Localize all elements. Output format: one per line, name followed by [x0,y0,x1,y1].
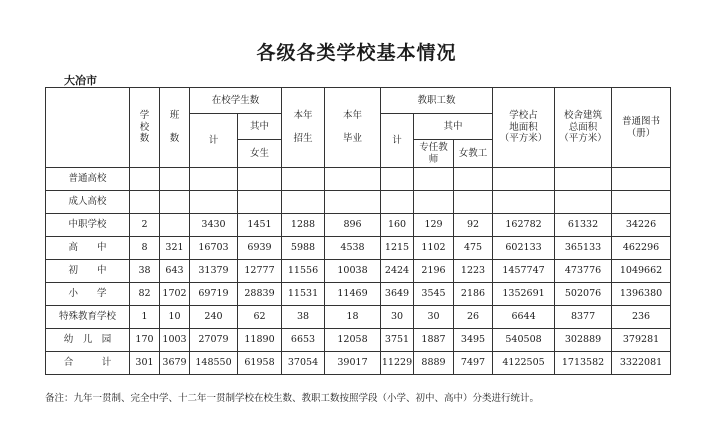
table-cell: 1215 [381,237,414,260]
table-cell: 2186 [454,283,493,306]
header-staff-of-which: 其中 [414,114,493,140]
table-cell [454,191,493,214]
table-cell: 301 [130,352,160,375]
table-row [46,306,671,329]
table-cell [190,191,238,214]
row-label: 初 中 [46,260,130,283]
table-cell: 6653 [282,329,325,352]
table-cell: 16703 [190,237,238,260]
table-cell: 1223 [454,260,493,283]
table-cell: 379281 [612,329,671,352]
table-cell: 30 [381,306,414,329]
table-cell: 129 [414,214,454,237]
table-cell: 10 [160,306,190,329]
table-cell: 8377 [555,306,612,329]
table-cell: 69719 [190,283,238,306]
table-cell: 10038 [325,260,381,283]
row-label: 中职学校 [46,214,130,237]
table-row [46,283,671,306]
row-label: 普通高校 [46,168,130,191]
table-cell: 3751 [381,329,414,352]
header-full-teachers: 专任教 师 [414,140,454,168]
row-label: 幼 儿 园 [46,329,130,352]
table-cell: 92 [454,214,493,237]
table-cell: 1049662 [612,260,671,283]
header-graduates: 本年 毕业 [325,88,381,168]
table-cell: 26 [454,306,493,329]
table-cell: 2424 [381,260,414,283]
table-cell [238,168,282,191]
table-cell: 462296 [612,237,671,260]
table-cell [325,168,381,191]
table-cell: 39017 [325,352,381,375]
table-row [46,214,671,237]
header-enrolled-total: 计 [190,114,238,168]
header-schools: 学 校 数 [130,88,160,168]
table-cell [381,191,414,214]
corner-cell [46,88,130,168]
table-cell [282,168,325,191]
table-cell: 3679 [160,352,190,375]
table-cell: 11890 [238,329,282,352]
table-cell: 3322081 [612,352,671,375]
table-row [46,352,671,375]
table-cell: 475 [454,237,493,260]
header-books: 普通图书 （册） [612,88,671,168]
table-cell: 11556 [282,260,325,283]
table-cell: 170 [130,329,160,352]
school-statistics-table [45,87,671,375]
table-cell: 11229 [381,352,414,375]
table-cell: 1 [130,306,160,329]
table-cell: 12777 [238,260,282,283]
table-cell: 4538 [325,237,381,260]
table-cell [282,191,325,214]
header-classes: 班 数 [160,88,190,168]
table-cell [414,191,454,214]
table-cell: 321 [160,237,190,260]
table-cell: 3649 [381,283,414,306]
row-label: 成人高校 [46,191,130,214]
table-cell: 11469 [325,283,381,306]
table-cell: 1102 [414,237,454,260]
table-cell: 302889 [555,329,612,352]
header-land-area: 学校占 地面积 （平方米） [493,88,555,168]
table-cell: 1702 [160,283,190,306]
table-cell: 12058 [325,329,381,352]
table-cell [130,191,160,214]
table-cell: 3430 [190,214,238,237]
table-cell: 82 [130,283,160,306]
table-cell: 11531 [282,283,325,306]
table-cell [555,191,612,214]
table-cell: 3545 [414,283,454,306]
region-label: 大冶市 [64,74,97,87]
table-cell: 2 [130,214,160,237]
table-row [46,329,671,352]
header-female-staff: 女教工 [454,140,493,168]
table-cell: 1396380 [612,283,671,306]
table-row [46,237,671,260]
table-cell: 34226 [612,214,671,237]
table-cell: 27079 [190,329,238,352]
table-cell: 3495 [454,329,493,352]
table-row [46,260,671,283]
table-cell: 162782 [493,214,555,237]
table-cell: 148550 [190,352,238,375]
footnote: 备注：九年一贯制、完全中学、十二年一贯制学校在校生数、教职工数按照学段（小学、初中、高中）分类进行统计。 [45,393,540,404]
table-cell: 1713582 [555,352,612,375]
table-cell: 7497 [454,352,493,375]
table-cell: 31379 [190,260,238,283]
table-cell [454,168,493,191]
table-cell [160,191,190,214]
table-cell: 236 [612,306,671,329]
table-cell: 61332 [555,214,612,237]
table-cell: 1887 [414,329,454,352]
table-cell: 30 [414,306,454,329]
row-label: 特殊教育学校 [46,306,130,329]
table-cell: 61958 [238,352,282,375]
table-cell: 1288 [282,214,325,237]
table-cell [493,191,555,214]
table-cell [493,168,555,191]
table-cell: 5988 [282,237,325,260]
table-cell: 8889 [414,352,454,375]
header-enrolled-of-which: 其中 [238,114,282,140]
table-cell: 2196 [414,260,454,283]
table-cell [160,168,190,191]
table-cell: 4122505 [493,352,555,375]
row-label: 合 计 [46,352,130,375]
table-cell: 38 [282,306,325,329]
header-building-area: 校舍建筑 总面积 （平方米） [555,88,612,168]
table-cell: 18 [325,306,381,329]
table-cell: 37054 [282,352,325,375]
table-cell [414,168,454,191]
table-cell [130,168,160,191]
page-title: 各级各类学校基本情况 [256,42,457,64]
table-cell [612,191,671,214]
table-cell: 540508 [493,329,555,352]
table-cell: 602133 [493,237,555,260]
table-cell: 8 [130,237,160,260]
table-cell [612,168,671,191]
table-cell [325,191,381,214]
table-cell: 28839 [238,283,282,306]
table-cell: 473776 [555,260,612,283]
table-cell [381,168,414,191]
row-label: 小 学 [46,283,130,306]
table-cell: 6939 [238,237,282,260]
header-staff: 教职工数 [381,88,493,114]
table-cell [190,168,238,191]
table-cell: 1352691 [493,283,555,306]
table-cell: 240 [190,306,238,329]
table-cell: 38 [130,260,160,283]
table-cell: 643 [160,260,190,283]
table-cell: 1003 [160,329,190,352]
table-row [46,191,671,214]
header-female: 女生 [238,140,282,168]
table-cell [555,168,612,191]
header-enrolled: 在校学生数 [190,88,282,114]
table-cell: 160 [381,214,414,237]
table-cell: 896 [325,214,381,237]
table-cell: 365133 [555,237,612,260]
row-label: 高 中 [46,237,130,260]
table-cell: 502076 [555,283,612,306]
header-new-students: 本年 招生 [282,88,325,168]
table-cell: 1457747 [493,260,555,283]
table-cell [238,191,282,214]
table-row [46,168,671,191]
table-cell: 1451 [238,214,282,237]
table-cell [160,214,190,237]
header-staff-total: 计 [381,114,414,168]
table-cell: 6644 [493,306,555,329]
table-cell: 62 [238,306,282,329]
